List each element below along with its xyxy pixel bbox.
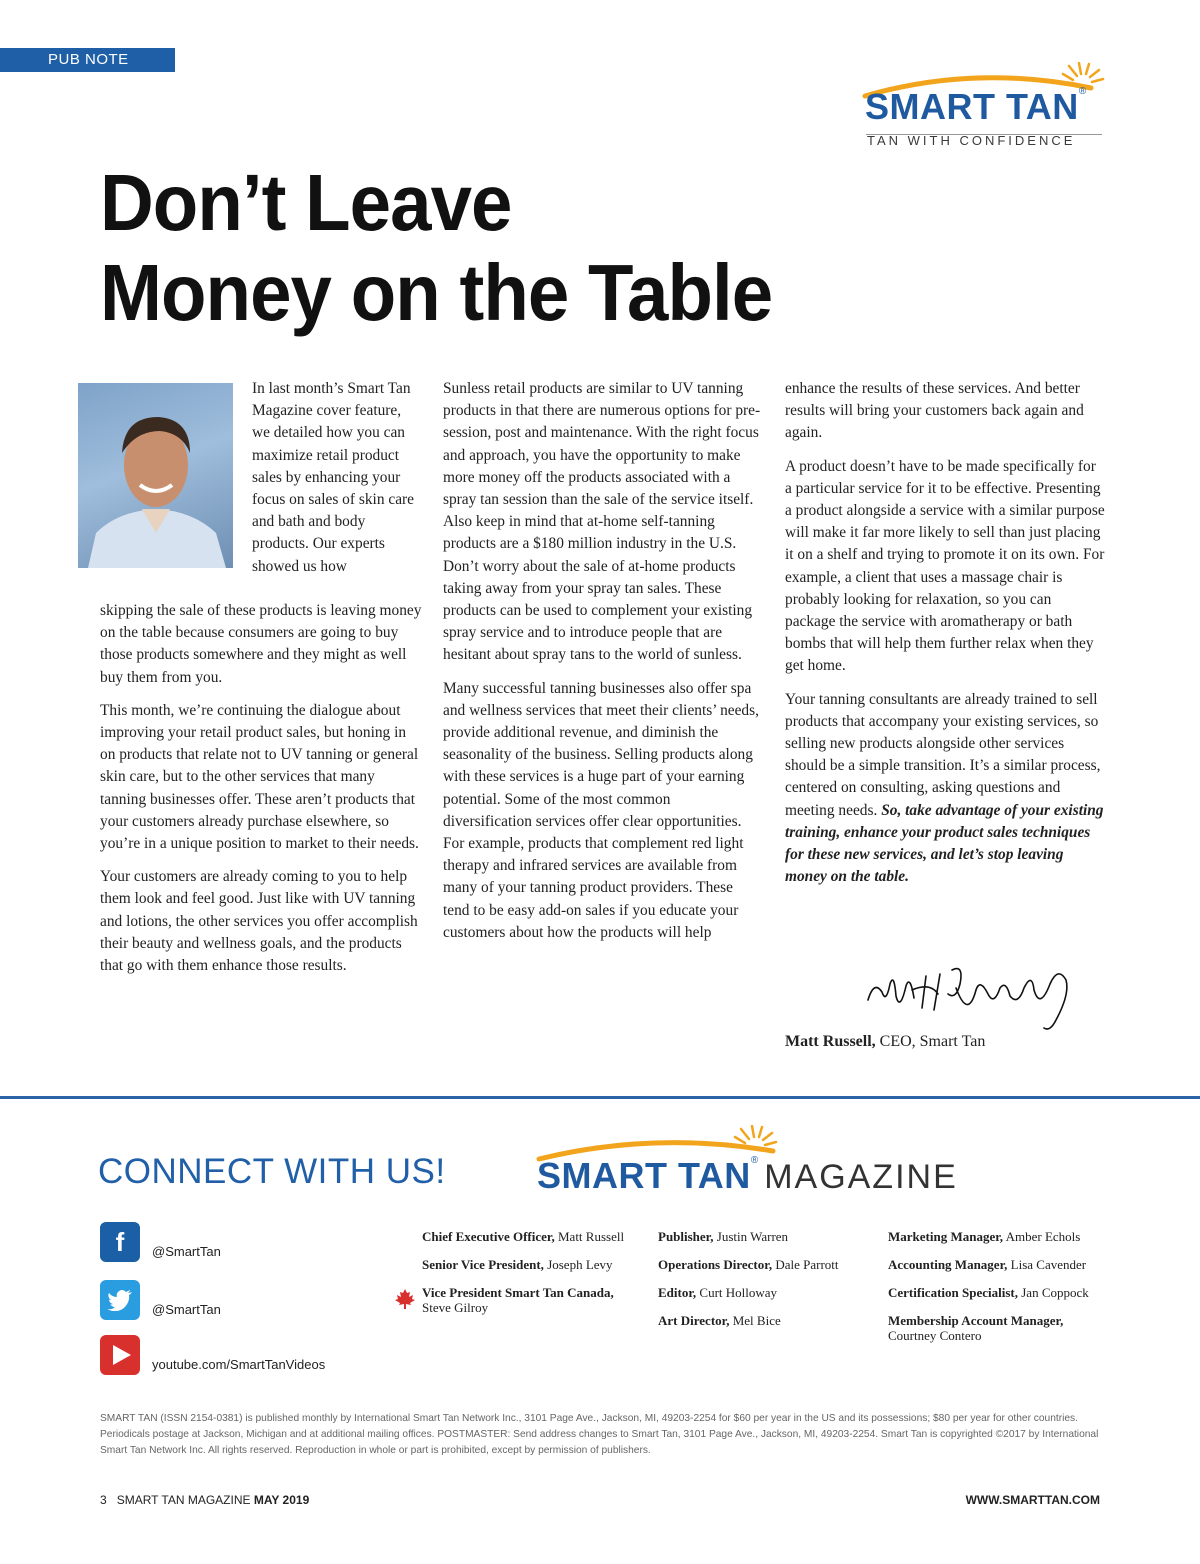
staff-column-1: [422, 1229, 647, 1328]
social-youtube[interactable]: [100, 1335, 400, 1379]
magazine-wordmark: SMART TAN: [537, 1155, 751, 1196]
headline-line-2: Money on the Table: [100, 248, 773, 337]
author-title: CEO, Smart Tan: [879, 1033, 986, 1050]
footer-url[interactable]: WWW.SMARTTAN.COM: [965, 1493, 1100, 1507]
social-twitter[interactable]: [100, 1280, 360, 1324]
facebook-icon: f: [100, 1222, 140, 1262]
section-divider: [0, 1096, 1200, 1099]
logo-wordmark: SMART TAN: [865, 86, 1079, 127]
closing-emphasis: So, take advantage of your existing training, enhance your product sales techniques for these new services, and let’s stop leaving money on the table.: [785, 801, 1104, 886]
staff-entry: Editor, Curt Holloway: [658, 1285, 778, 1300]
twitter-icon: [100, 1280, 140, 1320]
author-name: Matt Russell,: [785, 1033, 876, 1050]
staff-entry: Senior Vice President, Joseph Levy: [422, 1257, 613, 1272]
column-2-paragraph-2: Many successful tanning businesses also offer spa and wellness services that meet their clients’ needs, provide additional revenue, and diminish the seasonality of the business. Selling products along with these services is a huge part of your earning potential. Some of the most common diversification services offer clear opportunities. For example, products that complement red light therapy and infrared services are available from many of your tanning product providers. These tend to be easy add-on sales if you educate your customers about how the products will help: [443, 679, 759, 941]
column-1-paragraph-3: Your customers are already coming to you to help them look and feel good. Just like with UV tanning and lotions, the other services you offer accomplish their beauty and wellness goals, and the products that go with them enhance those results.: [100, 868, 418, 975]
footer-issue: MAY 2019: [253, 1493, 310, 1507]
smart-tan-magazine-logo: [533, 1125, 973, 1195]
column-1-continued: skipping the sale of these products is leaving money on the table because consumers are going to buy those products somewhere and they might as well buy them from you.: [100, 602, 422, 686]
maple-leaf-icon: [395, 1289, 415, 1309]
staff-entry: Chief Executive Officer, Matt Russell: [422, 1229, 625, 1244]
column-3-paragraph-3: [785, 689, 1105, 889]
staff-entry: Membership Account Manager, Courtney Contero: [888, 1313, 1064, 1343]
youtube-url: youtube.com/SmartTanVideos: [152, 1357, 326, 1372]
page-number: 3: [100, 1493, 107, 1507]
footer-magazine: SMART TAN MAGAZINE: [116, 1493, 251, 1507]
column-2-paragraph-1: Sunless retail products are similar to UV tanning products in that there are numerous options for pre-session, post and maintenance. With the right focus and approach, you have the opportunity to make more money off the products associated with a spray tan session than the sale of the service itself. Also keep in mind that at-home self-tanning products are a $180 million industry in the U.S. Don’t worry about the sale of at-home products taking away from your spray tan sales. These products can be used to complement your existing spray service and to introduce people that are hesitant about spray tans to the world of sunless.: [443, 380, 761, 664]
author-photo: [78, 383, 233, 568]
social-facebook[interactable]: [100, 1222, 360, 1266]
staff-column-2: [658, 1229, 878, 1341]
logo-tagline: TAN WITH CONFIDENCE: [867, 133, 1076, 148]
column-1-paragraph-2: This month, we’re continuing the dialogue about improving your retail product sales, but honing in on products that relate not to UV tanning or general skin care, but to the other services that many tanning businesses offer. These aren’t products that your customers already purchase elsewhere, so you’re in a unique position to market to their needs.: [100, 701, 419, 853]
author-signoff: [785, 1033, 985, 1051]
signature-image: [860, 960, 1080, 1040]
column-3: [785, 378, 1105, 899]
twitter-handle: @SmartTan: [152, 1302, 221, 1317]
staff-entry: Certification Specialist, Jan Coppock: [888, 1285, 1089, 1300]
staff-column-3: [888, 1229, 1118, 1356]
staff-entry: Vice President Smart Tan Canada, Steve Gilroy: [422, 1285, 614, 1315]
column-1-wrapped-text: In last month’s Smart Tan Magazine cover feature, we detailed how you can maximize retail product sales by enhancing your focus on sales of skin care and bath and body products. Our experts showed us how: [252, 380, 414, 575]
column-3-paragraph-1: enhance the results of these services. And better results will bring your customers back again and again.: [785, 380, 1084, 442]
facebook-handle: @SmartTan: [152, 1244, 221, 1259]
column-3-paragraph-2: A product doesn’t have to be made specifically for a particular service for it to be effective. Presenting a product alongside a service with a similar purpose will make it far more likely to sell than just placing it on a shelf and trying to promote it on its own. For example, a client that uses a massage chair is probably looking for relaxation, so you can package the service with aromatherapy or bath bombs that will help them further relax when they get home.: [785, 457, 1105, 675]
youtube-icon: [100, 1335, 140, 1375]
headline-line-1: Don’t Leave: [100, 158, 512, 247]
column-1: [100, 600, 422, 988]
column-2: [443, 378, 761, 955]
registered-mark: ®: [1078, 86, 1087, 97]
footer-left: [100, 1493, 309, 1507]
headline: [100, 158, 844, 338]
staff-entry: Operations Director, Dale Parrott: [658, 1257, 839, 1272]
staff-entry: Marketing Manager, Amber Echols: [888, 1229, 1081, 1244]
connect-heading: CONNECT WITH US!: [98, 1152, 446, 1191]
staff-entry: Art Director, Mel Bice: [658, 1313, 781, 1328]
magazine-word: MAGAZINE: [764, 1158, 958, 1196]
staff-entry: Publisher, Justin Warren: [658, 1229, 789, 1244]
column-3-paragraph-3-text: Your tanning consultants are already trained to sell products that accompany your existing services, so selling new products alongside other services should be a simple transition. It’s a similar process, centered on consulting, asking questions and meeting needs.: [785, 690, 1101, 819]
smart-tan-logo: [855, 62, 1105, 154]
magazine-registered-mark: ®: [750, 1155, 759, 1166]
publication-fine-print: SMART TAN (ISSN 2154-0381) is published monthly by International Smart Tan Network Inc., 3101 Page Ave., Jackson, MI, 49203-2254 for $60 per year in the US and its possessions; $80 per year for other countries. Periodicals postage at Jackson, Michigan and at additional mailing offices. POSTMASTER: Send address changes to Smart Tan, 3101 Page Ave., Jackson, MI, 49203-2254. Smart Tan is copyrighted ©2017 by International Smart Tan Network Inc. All rights reserved. Reproduction in whole or part is prohibited, except by permission of publishers.: [100, 1413, 1099, 1456]
section-tab: PUB NOTE: [0, 48, 175, 72]
staff-entry: Accounting Manager, Lisa Cavender: [888, 1257, 1087, 1272]
